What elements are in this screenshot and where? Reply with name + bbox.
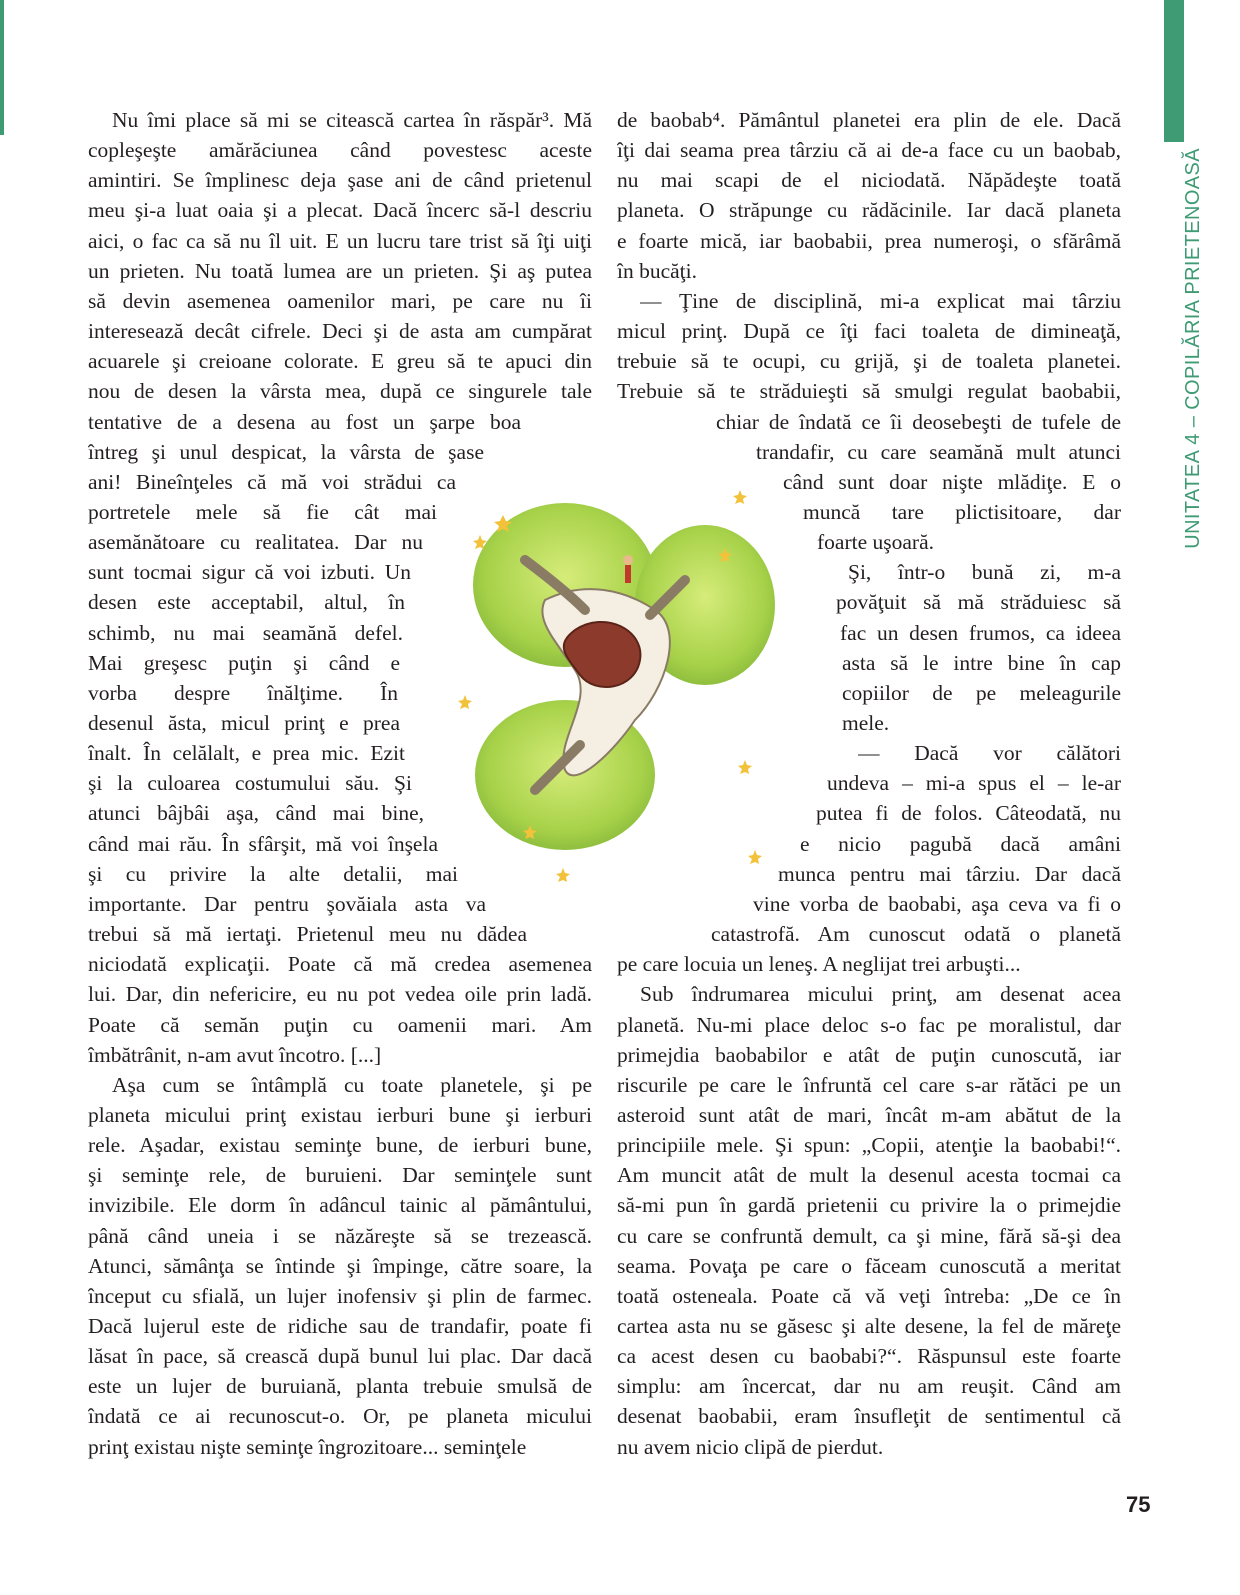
left-text-line: invizibile. Ele dorm în adâncul tainic al pământului, [88, 1193, 592, 1217]
right-text-line: nu avem nicio clipă de pierdut. [617, 1435, 884, 1459]
planet-core [564, 622, 641, 687]
left-text-line: trebui să mă iertaţi. Prietenul meu nu dădea [88, 922, 527, 946]
right-text-line: foarte uşoară. [817, 530, 934, 554]
left-text-line: să devin asemenea oamenilor mari, pe care nu îi [88, 289, 592, 313]
right-text-line: desenat baobabii, eram însufleţit de sentimentul că [617, 1404, 1121, 1428]
right-text-line: undeva – mi-a spus el – le-ar [827, 771, 1121, 795]
left-text-line: îndată ce ai recunoscut-o. Or, pe planeta micului [88, 1404, 592, 1428]
right-text-line: chiar de îndată ce îi deosebeşti de tufele de [716, 410, 1121, 434]
right-text-line: principiile mele. Şi spun: „Copii, atenţie la baobabi!“. [617, 1133, 1121, 1157]
left-accent-bar [0, 0, 4, 135]
left-text-line: prinţ existau nişte seminţe îngrozitoare... seminţele [88, 1435, 527, 1459]
right-text-line: seama. Povaţa pe care o făceam cunoscută a meritat [617, 1254, 1121, 1278]
right-text-line: să-mi pun în gardă prietenii cu privire la o primejdie [617, 1193, 1121, 1217]
right-text-line: micul prinţ. După ce îţi faci toaleta de dimineaţă, [617, 319, 1121, 343]
right-text-line: putea fi de folos. Câteodată, nu [816, 801, 1121, 825]
left-text-line: lui. Dar, din nefericire, eu nu pot vedea oile prin ladă. [88, 982, 592, 1006]
left-text-line: planeta micului prinţ existau ierburi bune şi ierburi [88, 1103, 592, 1127]
right-text-line: Trebuie să te străduieşti să smulgi regulat baobabii, [617, 379, 1121, 403]
baobab-planet-illustration [455, 490, 775, 890]
left-text-line: acuarele şi creioane colorate. E greu să te apuci din [88, 349, 592, 373]
left-text-line: desen este acceptabil, altul, în [88, 590, 405, 614]
right-text-line: trebuie să te ocupi, cu grijă, şi de toaleta planetei. [617, 349, 1121, 373]
left-text-line: până când uneia i se năzăreşte să se trezească. [88, 1224, 592, 1248]
right-text-line: catastrofă. Am cunoscut odată o planetă [711, 922, 1121, 946]
left-text-line: desenul ăsta, micul prinţ e prea [88, 711, 400, 735]
right-text-line: pe care locuia un leneş. A neglijat trei arbuşti... [617, 952, 1021, 976]
right-text-line: în bucăţi. [617, 259, 698, 283]
right-text-line: fac un desen frumos, ca ideea [840, 621, 1121, 645]
right-text-line: simplu: am încercat, dar nu am reuşit. Când am [617, 1374, 1121, 1398]
left-text-line: şi la culoarea costumului său. Şi [88, 771, 412, 795]
left-text-line: când mai rău. În sfârşit, mă voi înşela [88, 832, 438, 856]
right-text-line: asteroid sunt atât de mari, încât m-am abătut de la [617, 1103, 1121, 1127]
left-text-line: rele. Aşadar, existau seminţe bune, de ierburi bune, [88, 1133, 592, 1157]
right-text-line: planeta. O străpunge cu rădăcinile. Iar dacă planeta [617, 198, 1121, 222]
left-text-line: întreg şi unul despicat, la vârsta de şase [88, 440, 484, 464]
left-text-line: Dacă lujerul este de ridiche sau de trandafir, poate fi [88, 1314, 592, 1338]
right-text-line: asta să le intre bine în cap [842, 651, 1121, 675]
right-text-line: ca acest desen cu baobabi?“. Răspunsul este foarte [617, 1344, 1121, 1368]
left-text-line: portretele mele să fie cât mai [88, 500, 437, 524]
left-text-line: Atunci, sămânţa se întinde şi împinge, către soare, la [88, 1254, 592, 1278]
left-text-line: tentative de a desena au fost un şarpe boa [88, 410, 521, 434]
right-text-line: — Dacă vor călători [858, 741, 1121, 765]
left-text-line: îmbătrânit, n-am avut încotro. [...] [88, 1043, 382, 1067]
left-text-line: copleşeşte amărăciunea când povestesc aceste [88, 138, 592, 162]
left-text-line: nou de desen la vârsta mea, după ce singurele tale [88, 379, 592, 403]
left-text-line: început cu sfială, un lujer inofensiv şi plin de farmec. [88, 1284, 592, 1308]
left-text-line: atunci bâjbâi aşa, când mai bine, [88, 801, 424, 825]
little-prince-head [623, 555, 633, 565]
left-text-line: Poate că semăn puţin cu oamenii mari. Am [88, 1013, 592, 1037]
left-text-line: ani! Bineînţeles că mă voi strădui ca [88, 470, 456, 494]
left-text-line: Aşa cum se întâmplă cu toate planetele, şi pe [112, 1073, 592, 1097]
right-text-line: munca pentru mai târziu. Dar dacă [778, 862, 1121, 886]
left-text-line: vorba despre înălţime. În [88, 681, 398, 705]
left-text-line: şi cu privire la alte detalii, mai [88, 862, 458, 886]
right-text-line: când sunt doar nişte mlădiţe. E o [783, 470, 1121, 494]
right-text-line: e nicio pagubă dacă amâni [800, 832, 1121, 856]
right-text-line: primejdia baobabilor e atât de puţin cunoscută, iar [617, 1043, 1121, 1067]
left-text-line: asemănătoare cu realitatea. Dar nu [88, 530, 423, 554]
right-text-line: planetă. Nu-mi place deloc s-o fac pe moralistul, dar [617, 1013, 1121, 1037]
left-text-line: lăsat în pace, să crească după bunul lui plac. Dar dacă [88, 1344, 592, 1368]
left-text-line: Mai greşesc puţin şi când e [88, 651, 400, 675]
left-text-line: Nu îmi place să mi se citească cartea în răspăr³. Mă [112, 108, 592, 132]
left-text-line: schimb, nu mai seamănă defel. [88, 621, 403, 645]
right-text-line: vine vorba de baobabi, aşa ceva va fi o [753, 892, 1121, 916]
right-text-line: Sub îndrumarea micului prinţ, am desenat acea [640, 982, 1121, 1006]
left-text-line: un prieten. Nu toată lumea are un prieten. Şi aş putea [88, 259, 592, 283]
left-text-line: niciodată explicaţii. Poate că mă credea asemenea [88, 952, 592, 976]
right-text-line: muncă tare plictisitoare, dar [803, 500, 1121, 524]
left-text-line: înalt. În celălalt, e prea mic. Ezit [88, 741, 405, 765]
right-text-line: mele. [842, 711, 890, 735]
right-text-line: Şi, într-o bună zi, m-a [848, 560, 1121, 584]
right-text-line: nu mai scapi de el niciodată. Năpădeşte toată [617, 168, 1121, 192]
right-text-line: riscurile pe care le înfruntă cel care s-ar rătăci pe un [617, 1073, 1121, 1097]
left-text-line: amintiri. Se împlinesc deja şase ani de când prietenul [88, 168, 592, 192]
unit-side-title: UNITATEA 4 – COPILĂRIA PRIETENOASĂ [1182, 148, 1204, 549]
right-text-line: de baobab⁴. Pământul planetei era plin de ele. Dacă [617, 108, 1121, 132]
little-prince-figure [625, 565, 631, 583]
right-text-line: copiilor de pe meleagurile [842, 681, 1121, 705]
left-text-line: este un lujer de buruiană, planta trebuie smulsă de [88, 1374, 592, 1398]
right-text-line: — Ţine de disciplină, mi-a explicat mai târziu [640, 289, 1121, 313]
left-text-line: şi seminţe rele, de buruieni. Dar seminţele sunt [88, 1163, 592, 1187]
left-text-line: meu şi-a luat oaia şi a plecat. Dacă încerc să-l descriu [88, 198, 592, 222]
right-text-line: cu care se confruntă demult, ca şi mine, fără să-şi dea [617, 1224, 1121, 1248]
left-text-line: sunt tocmai sigur că voi izbuti. Un [88, 560, 411, 584]
left-text-line: aici, o fac ca să nu îl uit. E un lucru tare trist să îţi uiţi [88, 229, 592, 253]
right-accent-bar [1164, 0, 1184, 142]
right-text-line: toată osteneala. Poate că vă veţi întreba: „De ce în [617, 1284, 1121, 1308]
right-text-line: trandafir, cu care seamănă mult atunci [756, 440, 1121, 464]
left-text-line: importante. Dar pentru şovăiala asta va [88, 892, 486, 916]
left-text-line: interesează decât cifrele. Deci şi de asta am cumpărat [88, 319, 592, 343]
page-number: 75 [1126, 1492, 1151, 1517]
right-text-line: Am muncit atât de mult la desenul acesta tocmai ca [617, 1163, 1121, 1187]
right-text-line: e foarte mică, iar baobabii, prea numeroşi, o sfărâmă [617, 229, 1121, 253]
right-text-line: cartea asta nu se găsesc şi alte desene, la fel de măreţe [617, 1314, 1121, 1338]
right-text-line: îţi dai seama prea târziu că ai de-a face cu un baobab, [617, 138, 1121, 162]
right-text-line: povăţuit să mă străduiesc să [836, 590, 1121, 614]
